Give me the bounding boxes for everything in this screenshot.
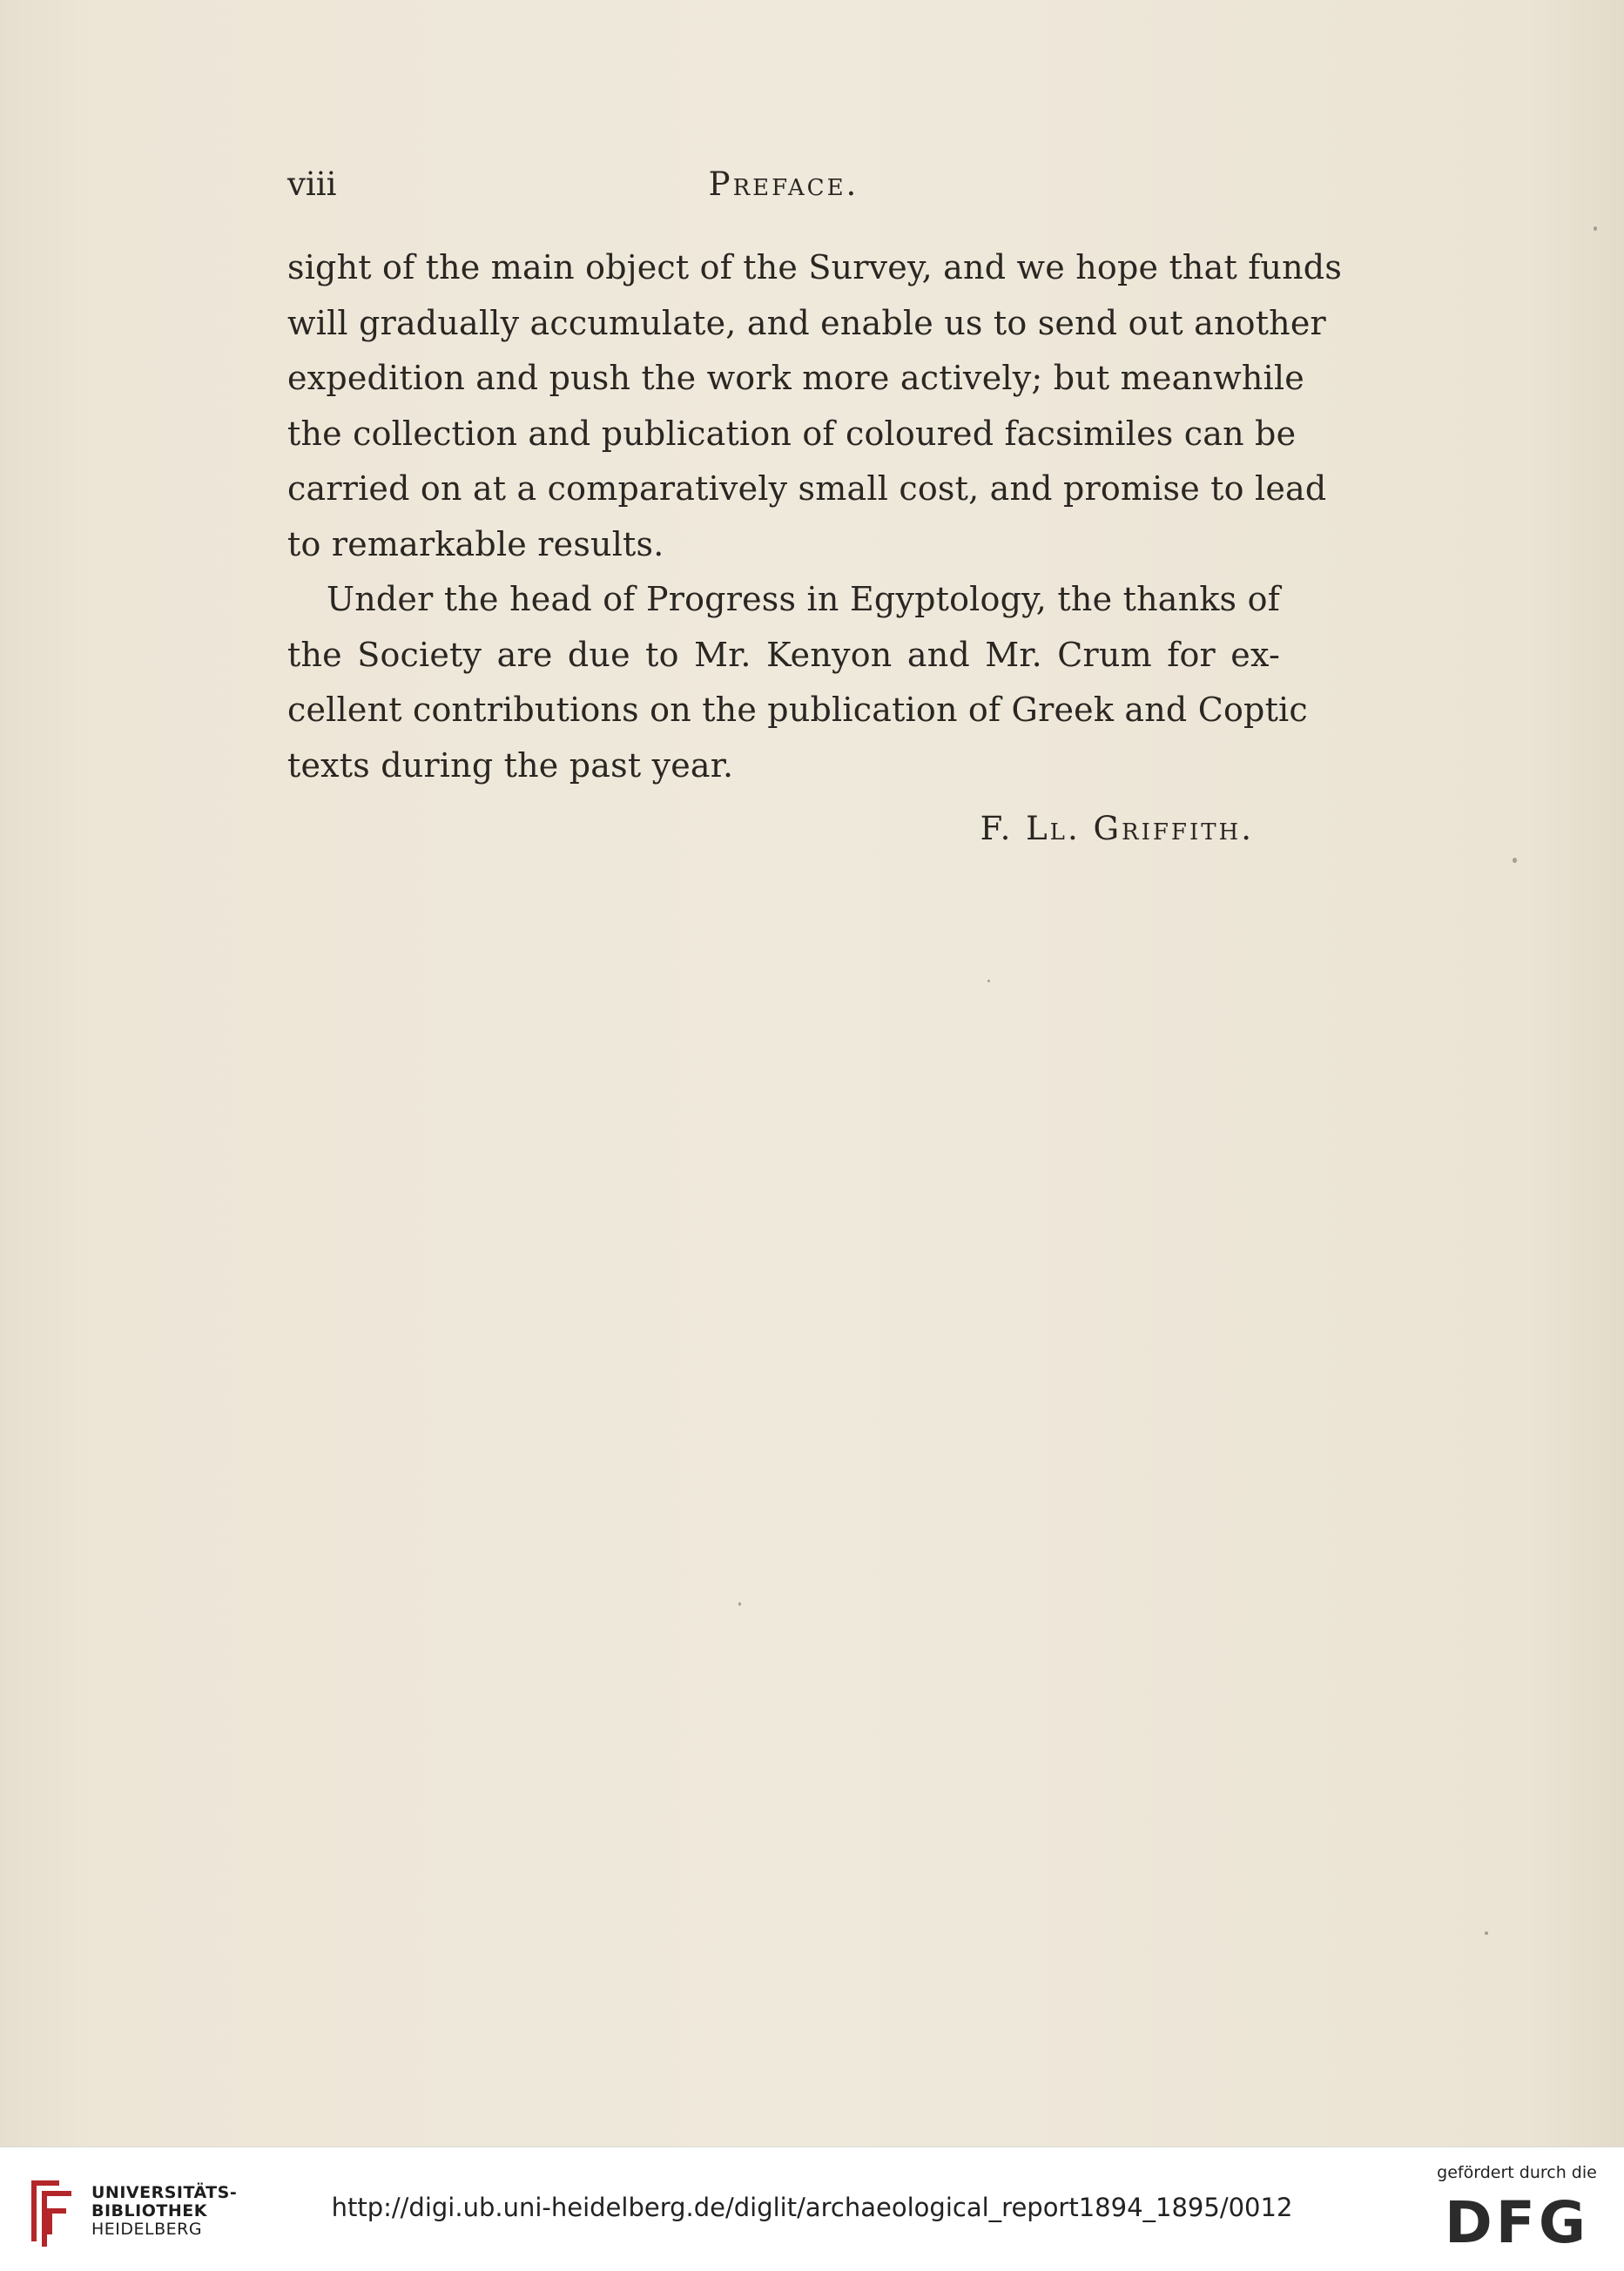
library-name-line: HEIDELBERG (91, 2220, 203, 2239)
paper-speck (1513, 858, 1517, 863)
text-line: sight of the main object of the Survey, and we hope that funds (287, 248, 1343, 286)
author-signature: F. Ll. Griffith. (980, 810, 1254, 847)
text-line: cellent contributions on the publication of Greek and Coptic (287, 691, 1308, 729)
text-line: carried on at a comparatively small cost, and promise to lead (287, 469, 1327, 508)
library-name-line: BIBLIOTHEK (91, 2201, 207, 2220)
source-url-link[interactable]: http://digi.ub.uni-heidelberg.de/diglit/archaeological_report1894_1895/0012 (331, 2193, 1293, 2222)
paper-speck (1594, 226, 1597, 231)
library-name-line: UNIVERSITÄTS- (91, 2183, 238, 2202)
text-line: Under the head of Progress in Egyptology, the thanks of (327, 580, 1280, 618)
digitization-footer (0, 2146, 1624, 2271)
funding-note: gefördert durch die (1437, 2163, 1597, 2182)
text-line: to remarkable results. (287, 524, 664, 563)
text-line: will gradually accumulate, and enable us to send out another (287, 303, 1326, 342)
text-line: expedition and push the work more actively; but meanwhile (287, 359, 1304, 397)
paper-speck (738, 1602, 741, 1606)
paper-speck (1485, 1931, 1488, 1935)
paper-speck (987, 980, 990, 982)
text-line: the Society are due to Mr. Kenyon and Mr. Crum for ex- (287, 635, 1280, 674)
page-header (287, 165, 1280, 218)
dfg-logo: DFG (1444, 2189, 1590, 2256)
text-line: texts during the past year. (287, 745, 734, 785)
page-number: viii (287, 165, 337, 203)
text-line: the collection and publication of coloured facsimiles can be (287, 414, 1297, 453)
running-title: Preface. (708, 165, 859, 203)
funding-credit (1434, 2163, 1600, 2256)
body-text (287, 240, 1343, 793)
